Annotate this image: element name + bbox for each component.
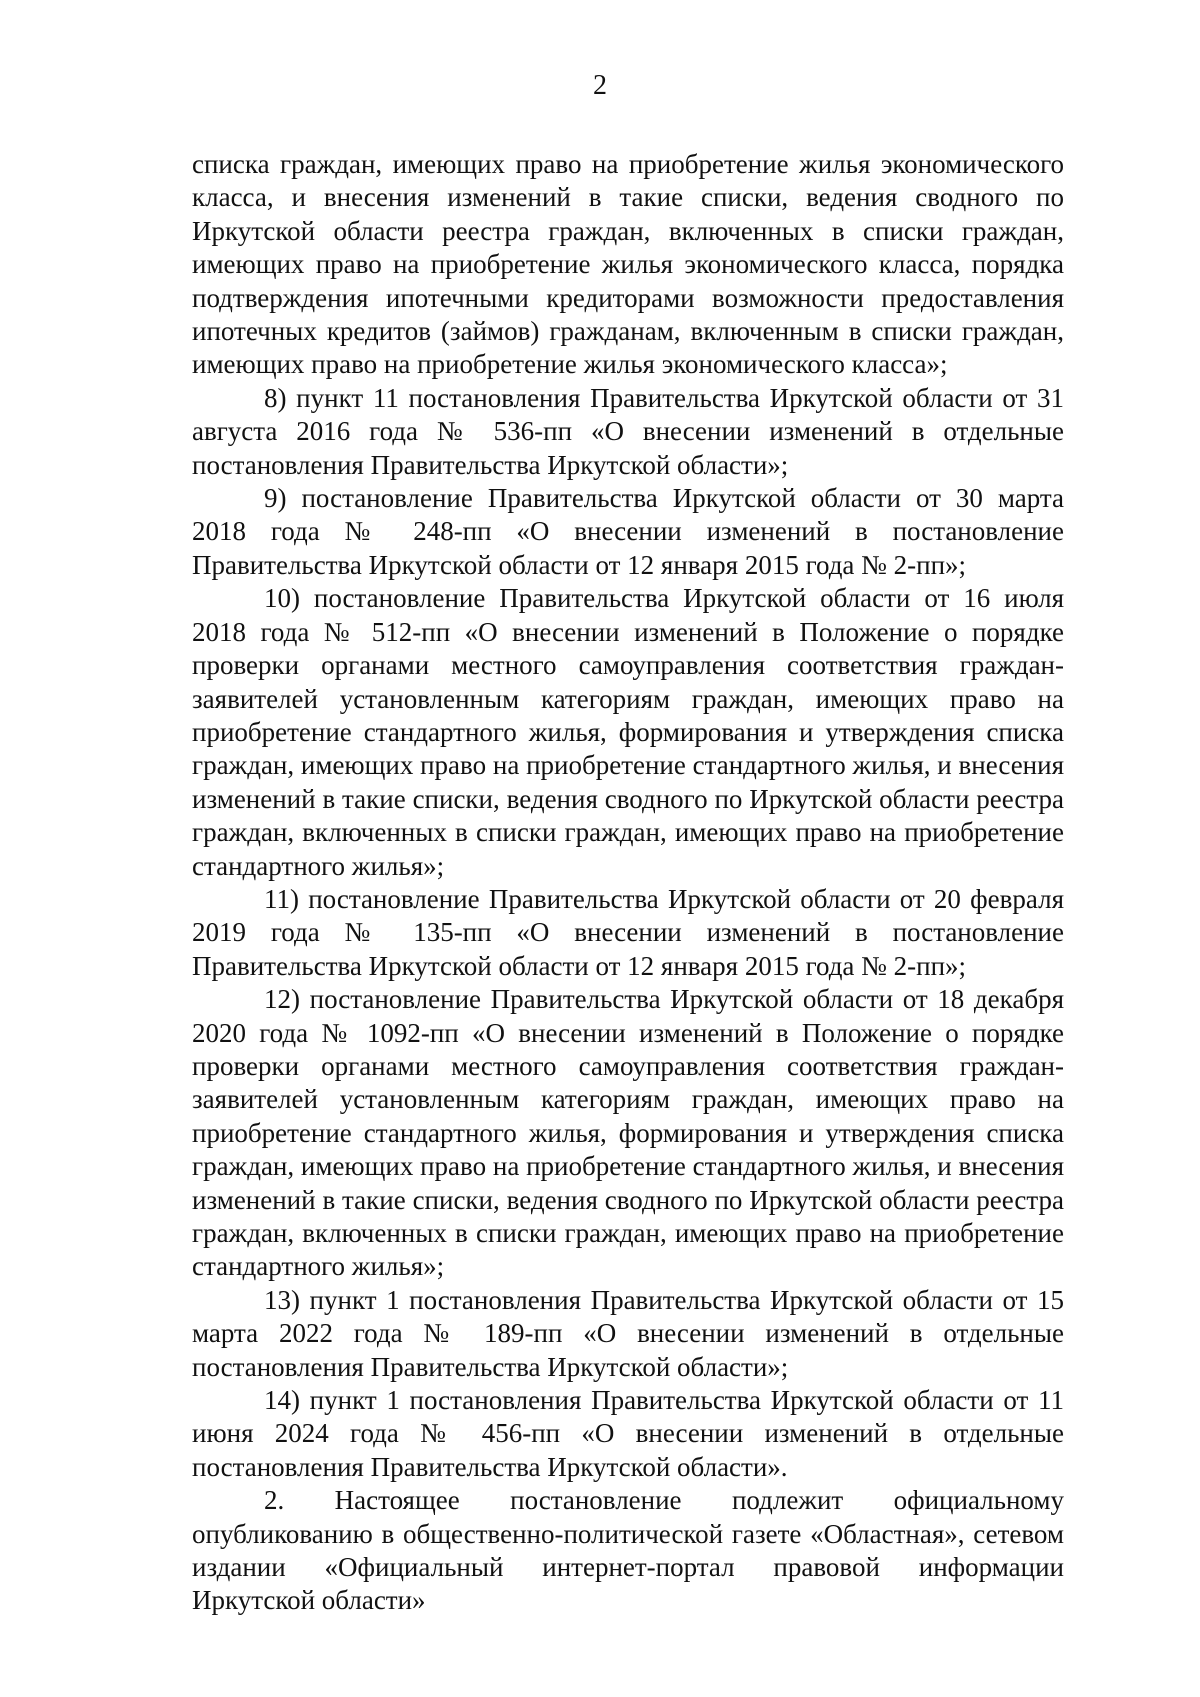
paragraph-continuation: списка граждан, имеющих право на приобретение жилья экономического класса, и внесения изменений в такие списки, ведения сводного по Иркутской области реестра граждан, включенных в списки граждан, имеющих право на приобретение жилья экономического класса, порядка подтверждения ипотечными кредиторами возможности предоставления ипотечных кредитов (займов) гражданам, включенным в списки граждан, имеющих право на приобретение жилья экономического класса»; (192, 149, 1064, 380)
document-body (192, 148, 1064, 1618)
list-item-10: 10) постановление Правительства Иркутской области от 16 июля 2018 года № 512-пп «О внесении изменений в Положение о порядке проверки органами местного самоуправления соответствия граждан-заявителей установленным категориям граждан, имеющих право на приобретение стандартного жилья, формирования и утверждения списка граждан, имеющих право на приобретение стандартного жилья, и внесения изменений в такие списки, ведения сводного по Иркутской области реестра граждан, включенных в списки граждан, имеющих право на приобретение стандартного жилья»; (192, 583, 1064, 881)
paragraph-2: 2. Настоящее постановление подлежит официальному опубликованию в общественно-политической газете «Областная», сетевом издании «Официальный интернет-портал правовой информации Иркутской области» (192, 1485, 1064, 1616)
list-item-13: 13) пункт 1 постановления Правительства Иркутской области от 15 марта 2022 года № 189-пп «О внесении изменений в отдельные постановления Правительства Иркутской области»; (192, 1284, 1064, 1382)
list-item-9: 9) постановление Правительства Иркутской области от 30 марта 2018 года № 248-пп «О внесении изменений в постановление Правительства Иркутской области от 12 января 2015 года № 2-пп»; (192, 483, 1064, 580)
list-item-8: 8) пункт 11 постановления Правительства Иркутской области от 31 августа 2016 года № 536-пп «О внесении изменений в отдельные постановления Правительства Иркутской области»; (192, 382, 1064, 480)
list-item-11: 11) постановление Правительства Иркутской области от 20 февраля 2019 года № 135-пп «О внесении изменений в постановление Правительства Иркутской области от 12 января 2015 года № 2-пп»; (192, 883, 1064, 981)
page-number: 2 (593, 70, 607, 101)
list-item-12: 12) постановление Правительства Иркутской области от 18 декабря 2020 года № 1092-пп «О внесении изменений в Положение о порядке проверки органами местного самоуправления соответствия граждан-заявителей установленным категориям граждан, имеющих право на приобретение стандартного жилья, формирования и утверждения списка граждан, имеющих право на приобретение стандартного жилья, и внесения изменений в такие списки, ведения сводного по Иркутской области реестра граждан, включенных в списки граждан, имеющих право на приобретение стандартного жилья»; (192, 984, 1064, 1282)
list-item-14: 14) пункт 1 постановления Правительства Иркутской области от 11 июня 2024 года № 456-пп «О внесении изменений в отдельные постановления Правительства Иркутской области». (192, 1385, 1064, 1482)
